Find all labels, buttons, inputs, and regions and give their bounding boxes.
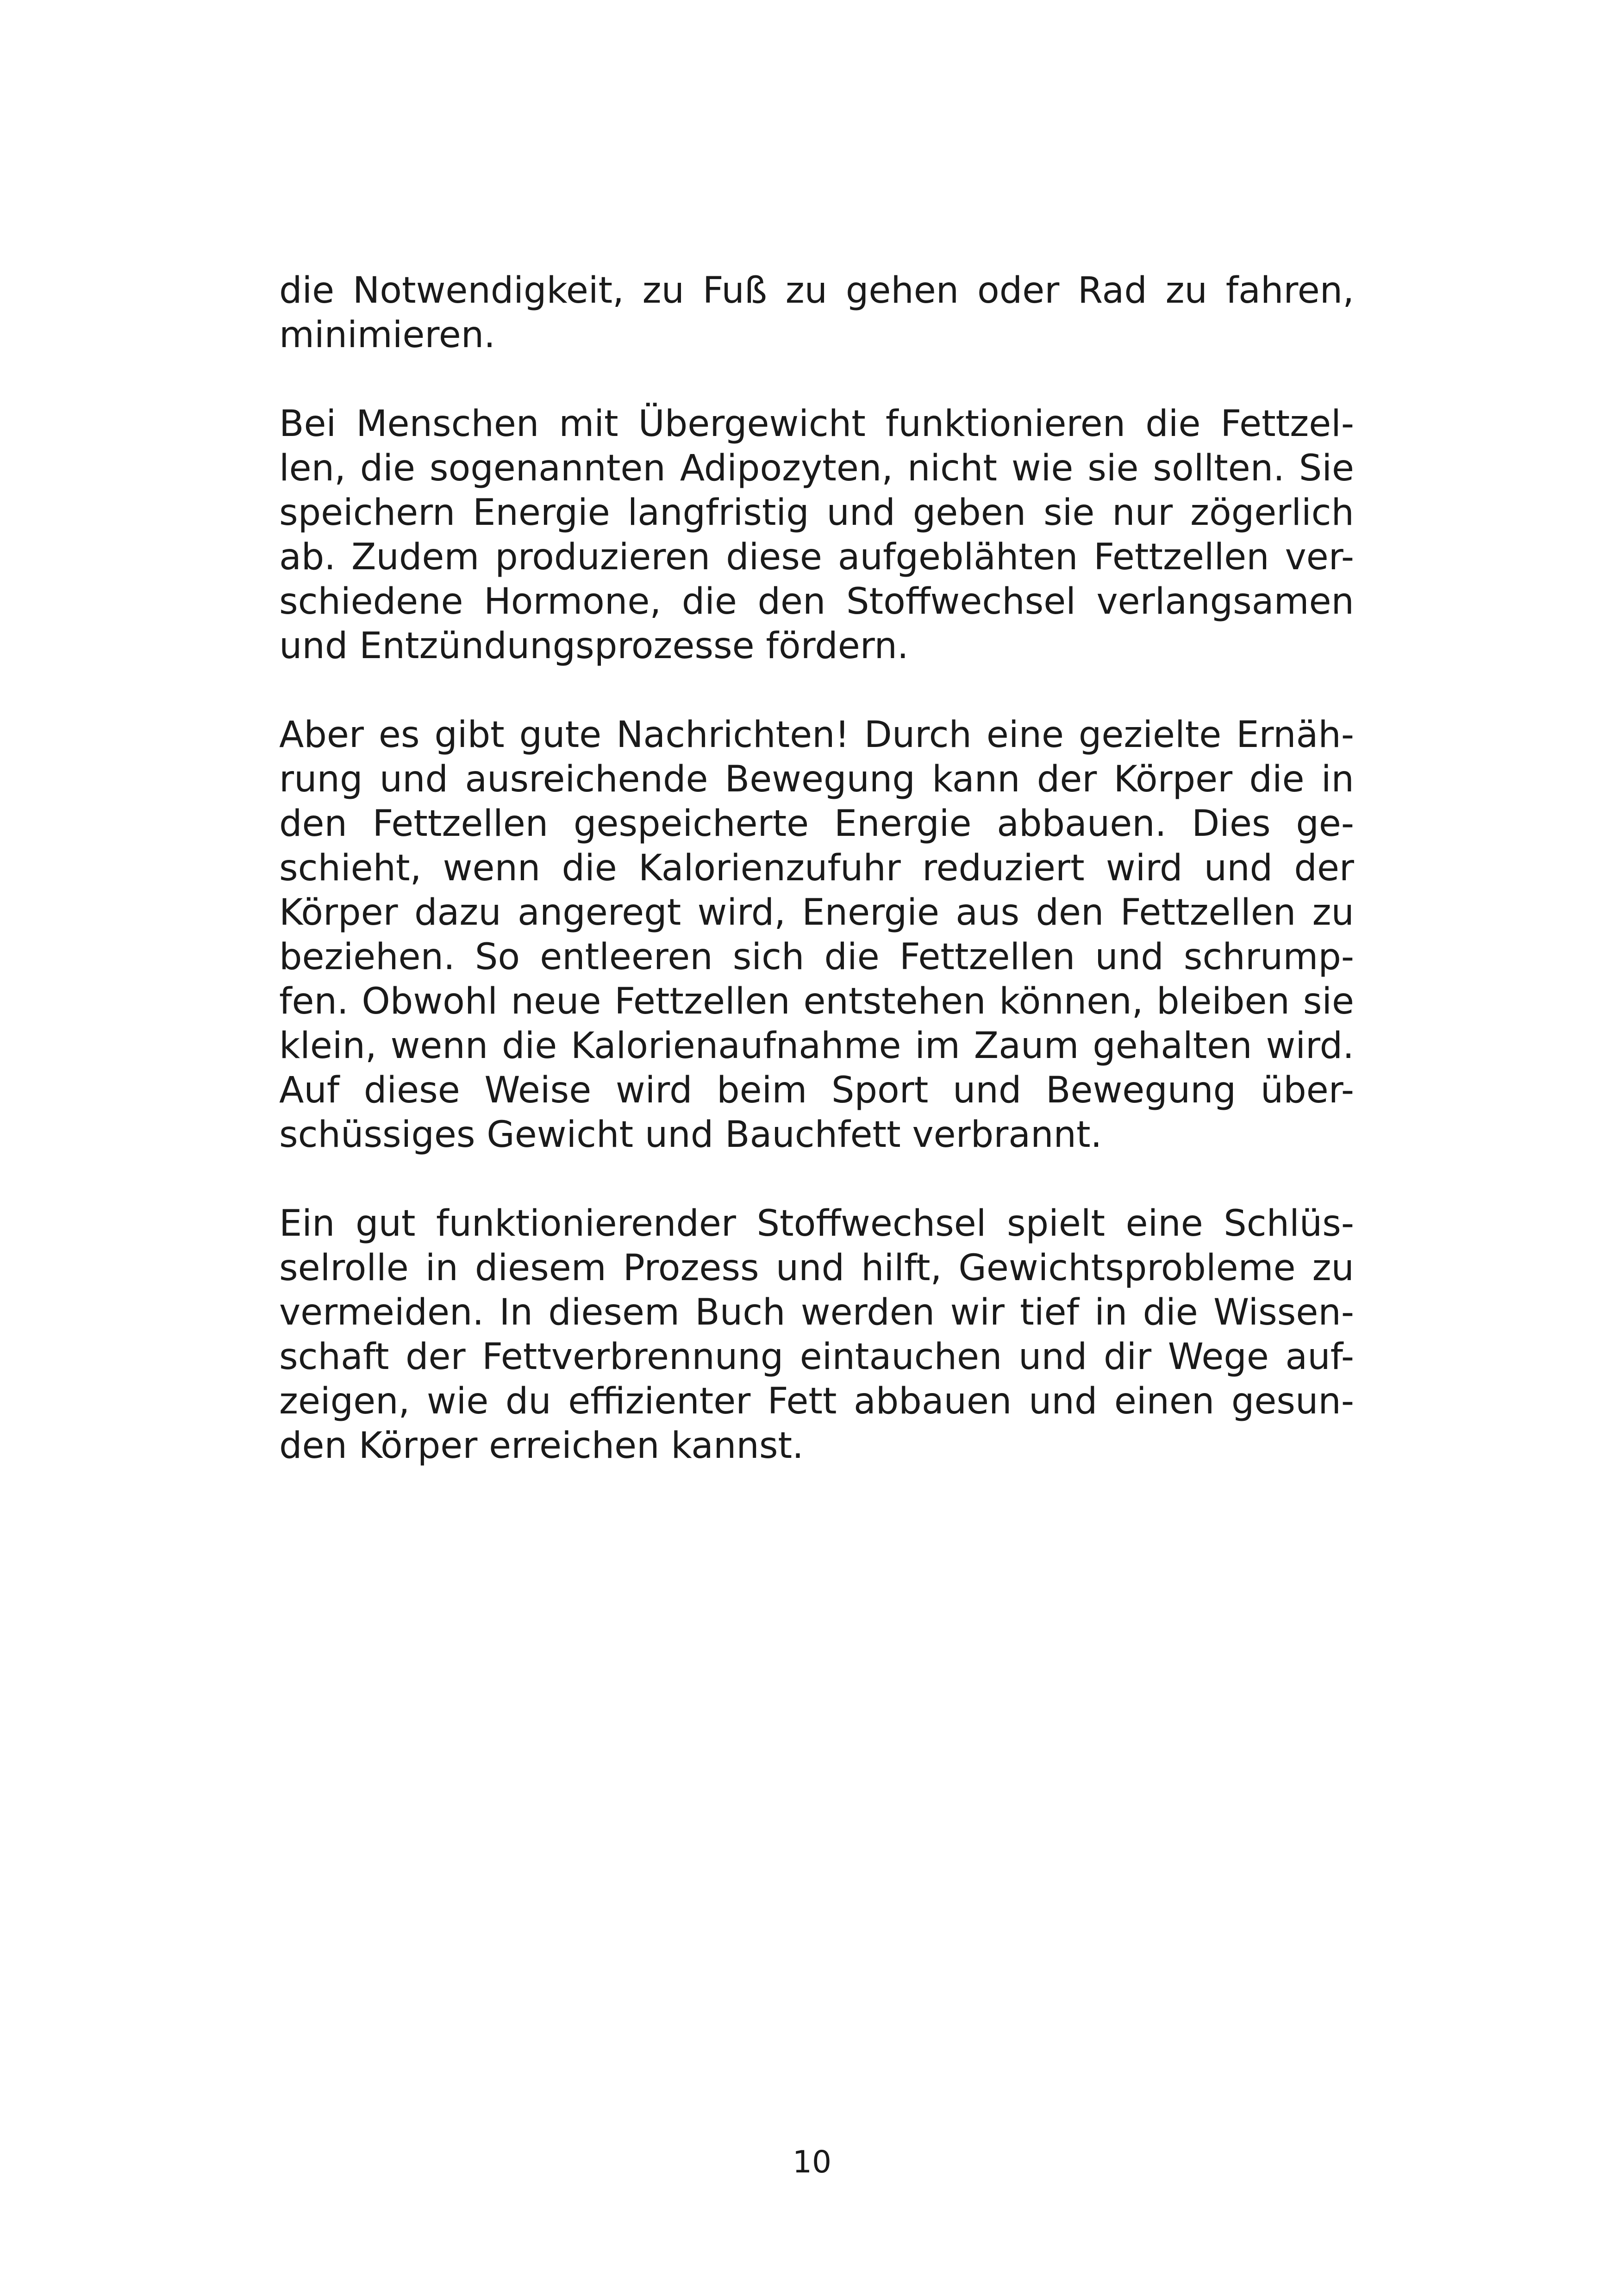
text-line: ab. Zudem produzieren diese aufgeblähten Fettzellen ver- [279,536,1354,578]
text-line: minimieren. [279,314,495,356]
text-line: speichern Energie langfristig und geben sie nur zögerlich [279,492,1354,534]
paragraph-3 [279,713,1354,1157]
text-line: schieht, wenn die Kalorienzufuhr reduziert wird und der [279,847,1354,889]
text-line: vermeiden. In diesem Buch werden wir tief in die Wissen- [279,1292,1354,1333]
text-line: klein, wenn die Kalorienaufnahme im Zaum gehalten wird. [279,1025,1354,1067]
page-number: 10 [793,2144,831,2180]
text-line: Ein gut funktionierender Stoffwechsel spielt eine Schlüs- [279,1203,1354,1244]
text-line: schiedene Hormone, die den Stoffwechsel verlangsamen [279,581,1354,622]
text-line: Körper dazu angeregt wird, Energie aus den Fettzellen zu [279,892,1354,933]
paragraph-4 [279,1201,1354,1468]
text-line: Auf diese Weise wird beim Sport und Bewegung über- [279,1070,1354,1111]
text-line: und Entzündungsprozesse fördern. [279,625,909,667]
text-line: rung und ausreichende Bewegung kann der Körper die in [279,759,1354,800]
text-line: len, die sogenannten Adipozyten, nicht wie sie sollten. Sie [279,448,1354,489]
text-line: Aber es gibt gute Nachrichten! Durch eine gezielte Ernäh- [279,714,1354,756]
body-text [279,268,1354,1512]
text-line: schaft der Fettverbrennung eintauchen und dir Wege auf- [279,1336,1354,1378]
text-line: beziehen. So entleeren sich die Fettzellen und schrump- [279,936,1354,978]
text-line: Bei Menschen mit Übergewicht funktionieren die Fettzel- [279,403,1354,445]
paragraph-2 [279,402,1354,668]
text-line: die Notwendigkeit, zu Fuß zu gehen oder Rad zu fahren, [279,270,1354,311]
text-line: zeigen, wie du effizienter Fett abbauen und einen gesun- [279,1381,1354,1422]
text-line: den Fettzellen gespeicherte Energie abbauen. Dies ge- [279,803,1354,845]
text-line: fen. Obwohl neue Fettzellen entstehen können, bleiben sie [279,981,1354,1022]
paragraph-1 [279,268,1354,357]
text-line: schüssiges Gewicht und Bauchfett verbrannt. [279,1114,1102,1156]
text-line: selrolle in diesem Prozess und hilft, Gewichtsprobleme zu [279,1247,1354,1289]
text-line: den Körper erreichen kannst. [279,1425,804,1467]
